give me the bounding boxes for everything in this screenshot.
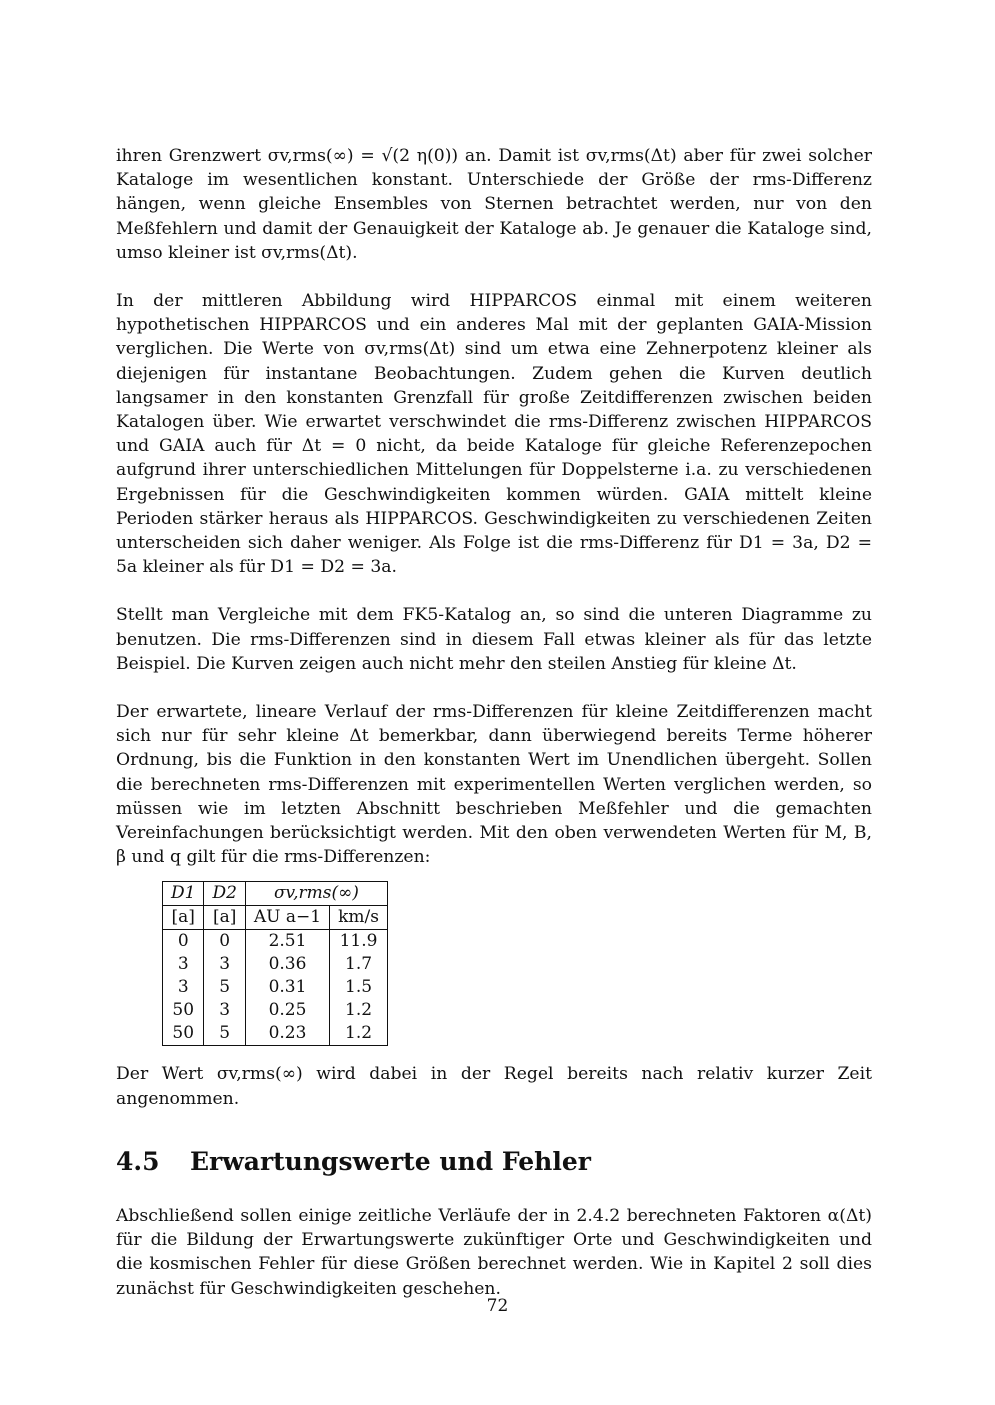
table-cell: 50 bbox=[163, 999, 204, 1022]
table-cell: 1.2 bbox=[330, 999, 388, 1022]
table-cell: 1.2 bbox=[330, 1022, 388, 1046]
section-title: Erwartungswerte und Fehler bbox=[190, 1146, 591, 1176]
section-number: 4.5 bbox=[116, 1146, 160, 1176]
paragraph-4: Der erwartete, lineare Verlauf der rms-Differenzen für kleine Zeitdifferenzen macht sich nur für sehr kleine Δt bemerkbar, dann überwiegend bereits Terme höherer Ordnung, bis die Funktion in den konstanten Wert im Unendlichen übergeht. Sollen die berechneten rms-Differenzen mit experimentellen Werten verglichen werden, so müssen wie im letzten Abschnitt beschrieben Meßfehler und die gemachten Vereinfachungen berücksichtigt werden. Mit den oben verwendeten Werten für M, B, β und q gilt für die rms-Differenzen: bbox=[116, 702, 872, 868]
table-row bbox=[163, 930, 388, 954]
table-cell: 0 bbox=[163, 930, 204, 954]
table-cell: 3 bbox=[204, 999, 245, 1022]
table-unit-d1: [a] bbox=[163, 906, 204, 930]
table-cell: 0.23 bbox=[245, 1022, 329, 1046]
table-header-d2: D2 bbox=[204, 882, 245, 906]
table-cell: 0.36 bbox=[245, 953, 329, 976]
table-header-row-1 bbox=[163, 882, 388, 906]
table-cell: 3 bbox=[204, 953, 245, 976]
table-unit-d2: [a] bbox=[204, 906, 245, 930]
table-cell: 1.7 bbox=[330, 953, 388, 976]
table-header-row-2 bbox=[163, 906, 388, 930]
table-header-sigma: σv,rms(∞) bbox=[245, 882, 387, 906]
paragraph-1: ihren Grenzwert σv,rms(∞) = √(2 η(0)) an. Damit ist σv,rms(Δt) aber für zwei solcher Kataloge im wesentlichen konstant. Unterschiede der Größe der rms-Differenz hängen, wenn gleiche Ensembles von Sternen betrachtet werden, nur von den Meßfehlern und damit der Genauigkeit der Kataloge ab. Je genauer die Kataloge sind, umso kleiner ist σv,rms(Δt). bbox=[116, 146, 872, 263]
table-cell: 0.31 bbox=[245, 976, 329, 999]
table-cell: 2.51 bbox=[245, 930, 329, 954]
table-header-d1: D1 bbox=[163, 882, 204, 906]
paragraph-2: In der mittleren Abbildung wird HIPPARCOS einmal mit einem weiteren hypothetischen HIPPARCOS und ein anderes Mal mit der geplanten GAIA-Mission verglichen. Die Werte von σv,rms(Δt) sind um etwa eine Zehnerpotenz kleiner als diejenigen für instantane Beobachtungen. Zudem gehen die Kurven deutlich langsamer in den konstanten Grenzfall für große Zeitdifferenzen zwischen beiden Katalogen über. Wie erwartet verschwindet die rms-Differenz zwischen HIPPARCOS und GAIA auch für Δt = 0 nicht, da beide Kataloge für gleiche Referenzepochen aufgrund ihrer unterschiedlichen Mittelungen für Doppelsterne i.a. zu verschiedenen Ergebnissen für die Geschwindigkeiten kommen würden. GAIA mittelt kleine Perioden stärker heraus als HIPPARCOS. Geschwindigkeiten zu verschiedenen Zeiten unterscheiden sich daher weniger. Als Folge ist die rms-Differenz für D1 = 3a, D2 = 5a kleiner als für D1 = D2 = 3a. bbox=[116, 291, 872, 578]
table-cell: 50 bbox=[163, 1022, 204, 1046]
table-cell: 11.9 bbox=[330, 930, 388, 954]
table-unit-kms: km/s bbox=[330, 906, 388, 930]
table-row bbox=[163, 976, 388, 999]
page-body bbox=[116, 144, 872, 1325]
table-row bbox=[163, 999, 388, 1022]
table-cell: 0.25 bbox=[245, 999, 329, 1022]
table-unit-au: AU a−1 bbox=[245, 906, 329, 930]
rms-table bbox=[162, 881, 388, 1046]
table-cell: 1.5 bbox=[330, 976, 388, 999]
table-row bbox=[163, 953, 388, 976]
table-cell: 3 bbox=[163, 976, 204, 999]
paragraph-3: Stellt man Vergleiche mit dem FK5-Katalog an, so sind die unteren Diagramme zu benutzen. Die rms-Differenzen sind in diesem Fall etwas kleiner als für das letzte Beispiel. Die Kurven zeigen auch nicht mehr den steilen Anstieg für kleine Δt. bbox=[116, 605, 872, 674]
table-row bbox=[163, 1022, 388, 1046]
table-cell: 5 bbox=[204, 976, 245, 999]
paragraph-5: Der Wert σv,rms(∞) wird dabei in der Regel bereits nach relativ kurzer Zeit angenommen. bbox=[116, 1064, 872, 1109]
page-number: 72 bbox=[486, 1296, 509, 1316]
table-cell: 0 bbox=[204, 930, 245, 954]
paragraph-6: Abschließend sollen einige zeitliche Verläufe der in 2.4.2 berechneten Faktoren α(Δt) für die Bildung der Erwartungswerte zukünftiger Orte und Geschwindigkeiten und die kosmischen Fehler für diese Größen berechnet werden. Wie in Kapitel 2 soll dies zunächst für Geschwindigkeiten geschehen. bbox=[116, 1205, 872, 1299]
table-cell: 5 bbox=[204, 1022, 245, 1046]
section-heading bbox=[116, 1147, 872, 1176]
table-cell: 3 bbox=[163, 953, 204, 976]
